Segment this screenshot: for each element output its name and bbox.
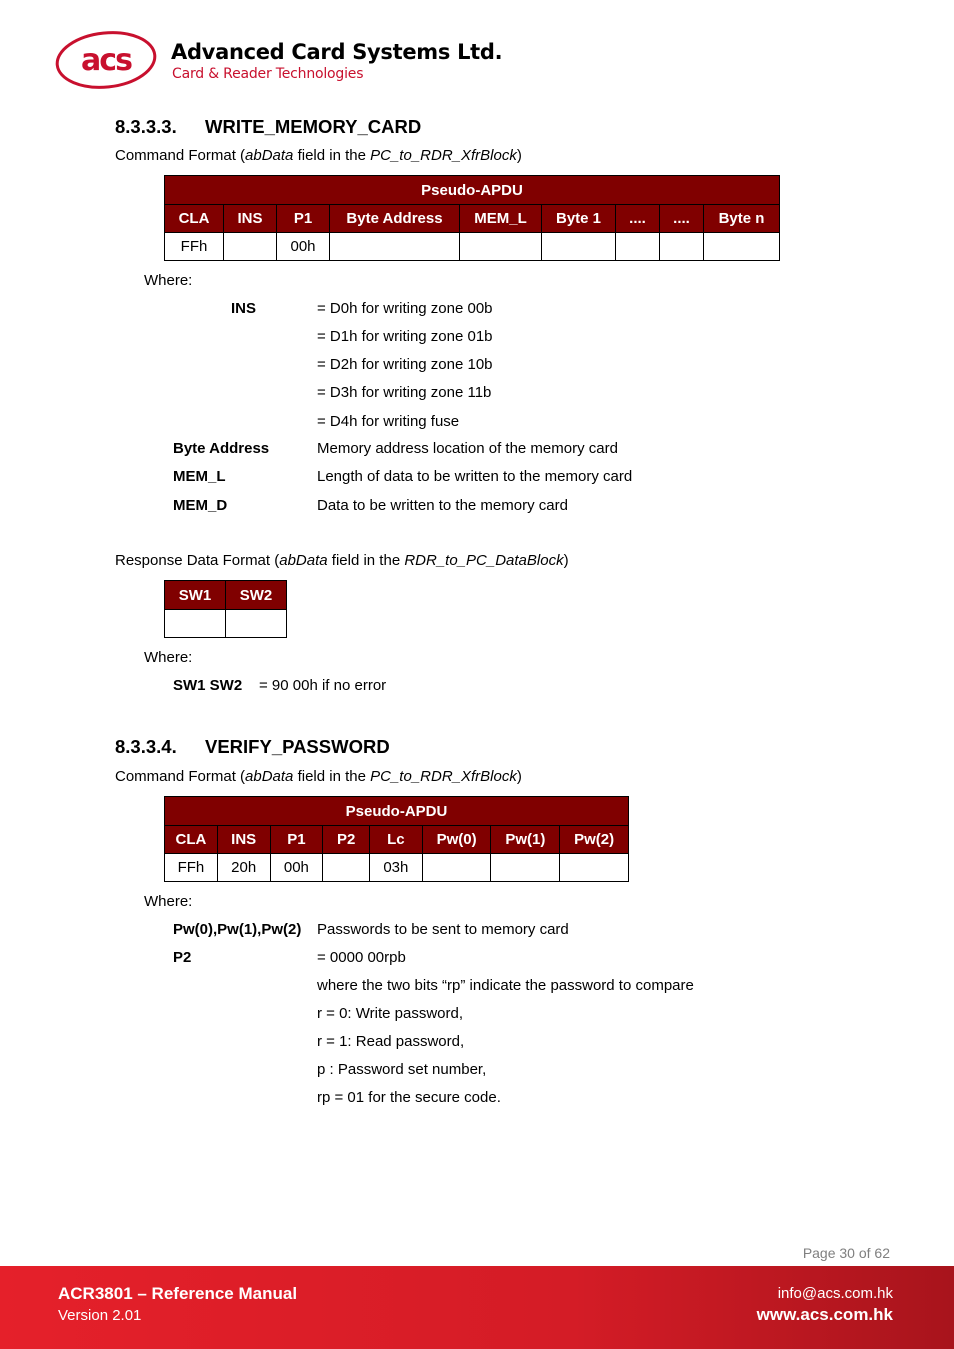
col-header: P1 <box>277 205 330 233</box>
website-link[interactable]: www.acs.com.hk <box>756 1305 893 1324</box>
table-cell: 03h <box>370 854 423 882</box>
def-desc: p : Password set number, <box>317 1061 487 1078</box>
def-term-mem-l: MEM_L <box>173 468 226 485</box>
col-header: P2 <box>323 826 370 854</box>
def-desc: = D1h for writing zone 01b <box>317 328 493 345</box>
table-cell <box>460 233 542 261</box>
where-label: Where: <box>144 272 193 289</box>
def-desc: rp = 01 for the secure code. <box>317 1089 501 1106</box>
company-tagline: Card & Reader Technologies <box>172 66 364 82</box>
write-memory-apdu-table <box>164 175 780 261</box>
def-desc: r = 1: Read password, <box>317 1033 465 1050</box>
table-cell: 00h <box>270 854 323 882</box>
col-header: Pw(1) <box>491 826 560 854</box>
logo-text: acs <box>81 43 131 78</box>
company-name: Advanced Card Systems Ltd. <box>171 40 503 64</box>
def-desc: = D4h for writing fuse <box>317 413 460 430</box>
where-label: Where: <box>144 649 193 666</box>
col-header: P1 <box>270 826 323 854</box>
def-desc: = D3h for writing zone 11b <box>317 384 492 401</box>
section-heading-write-memory <box>115 116 421 138</box>
def-desc: = D0h for writing zone 00b <box>317 300 493 317</box>
col-header: MEM_L <box>460 205 542 233</box>
table-title: Pseudo-APDU <box>165 176 780 205</box>
section-number: 8.3.3.3. <box>115 116 177 137</box>
def-term-mem-d: MEM_D <box>173 497 228 514</box>
acs-logo <box>55 30 158 90</box>
def-desc: where the two bits “rp” indicate the password to compare <box>317 977 694 994</box>
table-cell: FFh <box>165 854 218 882</box>
col-header: .... <box>660 205 704 233</box>
table-cell <box>323 854 370 882</box>
table-cell <box>226 610 287 638</box>
def-term-p2: P2 <box>173 949 192 966</box>
table-cell <box>560 854 629 882</box>
table-cell <box>165 610 226 638</box>
command-format-line: Command Format (abData field in the PC_to_RDR_XfrBlock) <box>115 147 522 164</box>
def-term-sw1-sw2: SW1 SW2 <box>173 677 243 694</box>
def-desc: = 90 00h if no error <box>259 677 387 694</box>
table-cell <box>224 233 277 261</box>
col-header: Lc <box>370 826 423 854</box>
def-desc: Data to be written to the memory card <box>317 497 568 514</box>
response-table <box>164 580 287 638</box>
col-header: SW2 <box>226 581 287 610</box>
table-cell: 00h <box>277 233 330 261</box>
table-cell <box>616 233 660 261</box>
def-term-ins: INS <box>231 300 257 317</box>
col-header: SW1 <box>165 581 226 610</box>
col-header: Byte Address <box>330 205 460 233</box>
def-term-pw: Pw(0),Pw(1),Pw(2) <box>173 921 302 938</box>
manual-title: ACR3801 – Reference Manual <box>58 1284 298 1303</box>
def-desc: Passwords to be sent to memory card <box>317 921 569 938</box>
col-header: CLA <box>165 826 218 854</box>
table-cell <box>704 233 780 261</box>
col-header: INS <box>217 826 270 854</box>
table-cell <box>660 233 704 261</box>
def-desc: Memory address location of the memory card <box>317 440 618 457</box>
table-cell <box>422 854 491 882</box>
contact-email[interactable]: info@acs.com.hk <box>777 1285 893 1302</box>
def-term-byte-address: Byte Address <box>173 440 270 457</box>
col-header: Byte 1 <box>542 205 616 233</box>
section-title: VERIFY_PASSWORD <box>205 736 390 757</box>
def-desc: = D2h for writing zone 10b <box>317 356 493 373</box>
col-header: Pw(2) <box>560 826 629 854</box>
def-desc: = 0000 00rpb <box>317 949 406 966</box>
command-format-line: Command Format (abData field in the PC_to_RDR_XfrBlock) <box>115 768 522 785</box>
section-number: 8.3.3.4. <box>115 736 177 757</box>
col-header: INS <box>224 205 277 233</box>
col-header: .... <box>616 205 660 233</box>
table-cell: 20h <box>217 854 270 882</box>
response-format-line: Response Data Format (abData field in the RDR_to_PC_DataBlock) <box>115 552 569 569</box>
col-header: Byte n <box>704 205 780 233</box>
col-header: CLA <box>165 205 224 233</box>
table-title: Pseudo-APDU <box>165 797 629 826</box>
page-number: Page 30 of 62 <box>802 1245 890 1261</box>
table-cell: FFh <box>165 233 224 261</box>
section-title: WRITE_MEMORY_CARD <box>205 116 422 137</box>
def-desc: Length of data to be written to the memory card <box>317 468 633 485</box>
table-cell <box>491 854 560 882</box>
table-cell <box>330 233 460 261</box>
where-label: Where: <box>144 893 193 910</box>
def-desc: r = 0: Write password, <box>317 1005 464 1022</box>
col-header: Pw(0) <box>422 826 491 854</box>
verify-password-apdu-table <box>164 796 629 882</box>
manual-version: Version 2.01 <box>58 1307 142 1324</box>
table-cell <box>542 233 616 261</box>
section-heading-verify-password <box>115 736 390 758</box>
footer-bar <box>0 1266 954 1349</box>
